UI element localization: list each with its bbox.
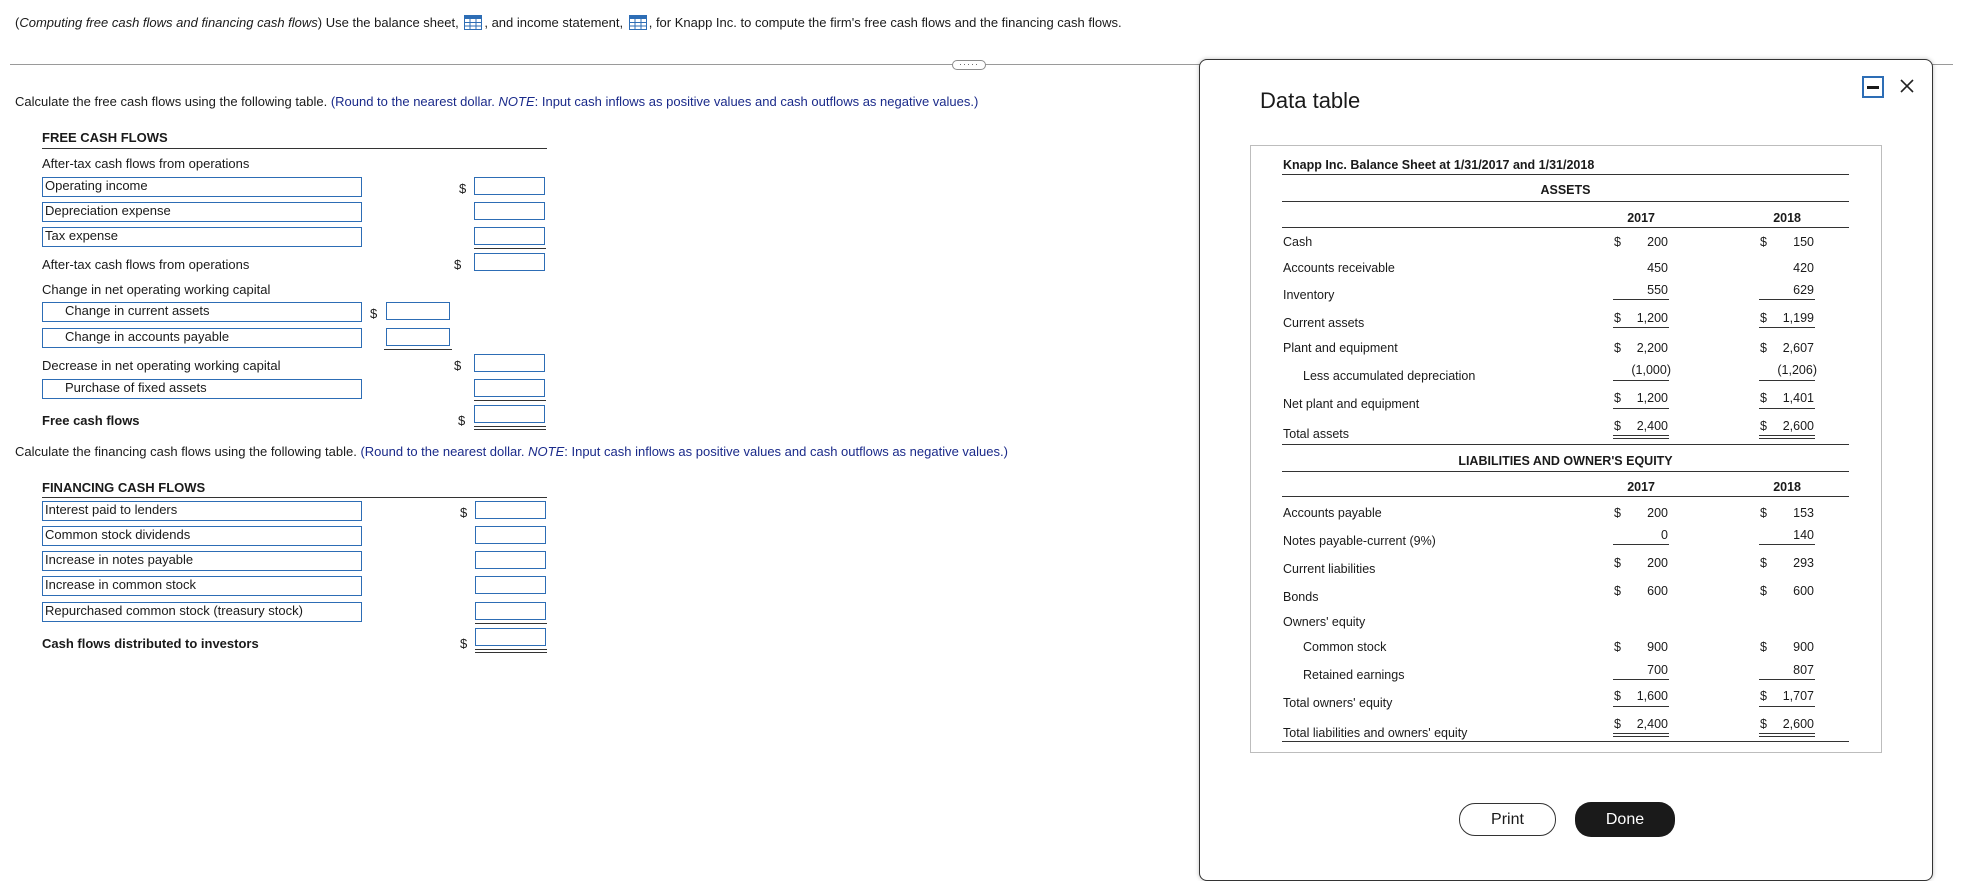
asset-label: Net plant and equipment bbox=[1283, 397, 1420, 411]
double-rule-2 bbox=[475, 652, 547, 653]
fcf-total-label: Free cash flows bbox=[42, 413, 140, 428]
underline bbox=[1613, 299, 1669, 300]
interest-label: Interest paid to lenders bbox=[42, 501, 362, 521]
operating-income-input[interactable] bbox=[474, 177, 545, 195]
balance-sheet-panel bbox=[1250, 145, 1882, 753]
problem-text-2: , and income statement, bbox=[484, 15, 624, 30]
double-rule-1 bbox=[475, 649, 547, 650]
liability-value-2018: 2,600 bbox=[1782, 717, 1814, 731]
dollar-sign: $ bbox=[1760, 391, 1767, 405]
asset-label: Less accumulated depreciation bbox=[1303, 369, 1476, 383]
liability-label: Owners' equity bbox=[1283, 615, 1366, 629]
fin-instruction-text: Calculate the financing cash flows using the following table. bbox=[15, 444, 357, 459]
fixed-assets-label: Purchase of fixed assets bbox=[42, 379, 362, 399]
liability-value-2018: 293 bbox=[1793, 556, 1814, 570]
fin-total-input[interactable] bbox=[475, 628, 546, 646]
asset-value-2017: 550 bbox=[1647, 283, 1668, 297]
print-button[interactable]: Print bbox=[1459, 803, 1556, 836]
nowc-header: Change in net operating working capital bbox=[42, 282, 271, 297]
dividends-label: Common stock dividends bbox=[42, 526, 362, 546]
asset-value-2017: 1,200 bbox=[1636, 391, 1668, 405]
dollar-sign: $ bbox=[460, 505, 468, 520]
asset-value-2018: 150 bbox=[1793, 235, 1814, 249]
asset-value-2018: (1,206) bbox=[1777, 363, 1817, 377]
fin-hint bbox=[360, 444, 1008, 459]
asset-label: Current assets bbox=[1283, 316, 1365, 330]
heading-rule bbox=[1282, 471, 1849, 472]
nowc-total-label: Decrease in net operating working capital bbox=[42, 358, 281, 373]
dollar-sign: $ bbox=[1614, 506, 1621, 520]
fin-total-label: Cash flows distributed to investors bbox=[42, 636, 259, 651]
data-table-modal bbox=[1199, 59, 1933, 881]
asset-value-2017: 200 bbox=[1647, 235, 1668, 249]
assets-heading: ASSETS bbox=[1540, 183, 1591, 197]
double-underline bbox=[1613, 438, 1669, 439]
asset-value-2018: 2,600 bbox=[1782, 419, 1814, 433]
liability-value-2018: 1,707 bbox=[1782, 689, 1814, 703]
minimize-icon[interactable] bbox=[1862, 76, 1884, 98]
liability-value-2017: 900 bbox=[1647, 640, 1668, 654]
double-underline bbox=[1759, 733, 1815, 734]
liability-label: Common stock bbox=[1303, 640, 1387, 654]
subtotal-rule bbox=[474, 248, 546, 249]
dollar-sign: $ bbox=[1760, 341, 1767, 355]
asset-label: Total assets bbox=[1283, 427, 1350, 441]
asset-value-2017: 1,200 bbox=[1636, 311, 1668, 325]
fcf-heading: FREE CASH FLOWS bbox=[42, 130, 168, 145]
year-2017: 2017 bbox=[1627, 211, 1655, 225]
balance-sheet-table-icon[interactable] bbox=[464, 15, 482, 30]
fcf-instruction-text: Calculate the free cash flows using the following table. bbox=[15, 94, 328, 109]
year-rule bbox=[1282, 227, 1849, 228]
year-2017: 2017 bbox=[1627, 480, 1655, 494]
liability-value-2017: 1,600 bbox=[1636, 689, 1668, 703]
balance-sheet-title: Knapp Inc. Balance Sheet at 1/31/2017 and 1/31/2018 bbox=[1283, 158, 1595, 172]
subtotal-rule bbox=[474, 400, 546, 401]
liability-label: Notes payable-current (9%) bbox=[1283, 534, 1436, 548]
liability-value-2017: 200 bbox=[1647, 556, 1668, 570]
change-accounts-payable-label: Change in accounts payable bbox=[42, 328, 362, 348]
fin-heading: FINANCING CASH FLOWS bbox=[42, 480, 206, 495]
fin-instruction bbox=[15, 444, 1008, 459]
dollar-sign: $ bbox=[1760, 419, 1767, 433]
underline bbox=[1613, 544, 1669, 545]
asset-value-2017: 2,200 bbox=[1636, 341, 1668, 355]
repurchase-label: Repurchased common stock (treasury stock) bbox=[42, 602, 362, 622]
dollar-sign: $ bbox=[458, 413, 466, 428]
fin-hint-b: : Input cash inflows as positive values and cash outflows as negative values.) bbox=[564, 444, 1008, 459]
depreciation-input[interactable] bbox=[474, 202, 545, 220]
change-current-assets-label: Change in current assets bbox=[42, 302, 362, 322]
double-underline bbox=[1613, 736, 1669, 737]
change-accounts-payable-input[interactable] bbox=[386, 328, 450, 346]
dollar-sign: $ bbox=[1614, 556, 1621, 570]
liability-value-2018: 600 bbox=[1793, 584, 1814, 598]
dollar-sign: $ bbox=[1614, 584, 1621, 598]
asset-value-2018: 2,607 bbox=[1782, 341, 1814, 355]
dollar-sign: $ bbox=[1760, 506, 1767, 520]
dollar-sign: $ bbox=[1614, 717, 1621, 731]
asset-value-2018: 1,199 bbox=[1782, 311, 1814, 325]
asset-label: Plant and equipment bbox=[1283, 341, 1398, 355]
underline bbox=[1613, 679, 1669, 680]
fcf-hint bbox=[331, 94, 979, 109]
tax-expense-input[interactable] bbox=[474, 227, 545, 245]
dollar-sign: $ bbox=[454, 257, 462, 272]
underline bbox=[1759, 679, 1815, 680]
nowc-total-input[interactable] bbox=[474, 354, 545, 372]
atcf-header: After-tax cash flows from operations bbox=[42, 156, 250, 171]
atcf-total-input[interactable] bbox=[474, 253, 545, 271]
dollar-sign: $ bbox=[1760, 689, 1767, 703]
liabilities-heading: LIABILITIES AND OWNER'S EQUITY bbox=[1458, 454, 1673, 468]
year-rule bbox=[1282, 496, 1849, 497]
asset-label: Inventory bbox=[1283, 288, 1335, 302]
change-current-assets-input[interactable] bbox=[386, 302, 450, 320]
fcf-hint-a: (Round to the nearest dollar. bbox=[330, 94, 495, 109]
subtotal-rule bbox=[475, 623, 547, 624]
notes-payable-label: Increase in notes payable bbox=[42, 551, 362, 571]
repurchase-input[interactable] bbox=[475, 602, 546, 620]
interest-input[interactable] bbox=[475, 501, 546, 519]
depreciation-label: Depreciation expense bbox=[42, 202, 362, 222]
double-underline bbox=[1613, 435, 1669, 436]
underline bbox=[1759, 380, 1815, 381]
double-underline bbox=[1759, 736, 1815, 737]
liability-value-2018: 140 bbox=[1793, 528, 1814, 542]
liability-value-2018: 807 bbox=[1793, 663, 1814, 677]
notes-payable-input[interactable] bbox=[475, 551, 546, 569]
year-2018: 2018 bbox=[1773, 480, 1801, 494]
asset-value-2018: 629 bbox=[1793, 283, 1814, 297]
double-underline bbox=[1759, 435, 1815, 436]
liability-label: Retained earnings bbox=[1303, 668, 1405, 682]
fcf-heading-rule bbox=[42, 148, 547, 149]
liability-label: Bonds bbox=[1283, 590, 1319, 604]
dollar-sign: $ bbox=[1760, 584, 1767, 598]
dollar-sign: $ bbox=[1614, 341, 1621, 355]
asset-value-2017: 450 bbox=[1647, 261, 1668, 275]
dollar-sign: $ bbox=[1760, 640, 1767, 654]
liability-value-2017: 600 bbox=[1647, 584, 1668, 598]
underline bbox=[1759, 299, 1815, 300]
income-statement-table-icon[interactable] bbox=[629, 15, 647, 30]
liability-value-2018: 153 bbox=[1793, 506, 1814, 520]
fin-hint-a: (Round to the nearest dollar. bbox=[360, 444, 525, 459]
double-underline bbox=[1613, 733, 1669, 734]
tax-expense-label: Tax expense bbox=[42, 227, 362, 247]
bottom-rule bbox=[1282, 741, 1849, 742]
liability-label: Accounts payable bbox=[1283, 506, 1382, 520]
double-rule-2 bbox=[474, 429, 546, 430]
year-2018: 2018 bbox=[1773, 211, 1801, 225]
title-rule bbox=[1282, 174, 1849, 175]
asset-value-2018: 420 bbox=[1793, 261, 1814, 275]
asset-value-2017: (1,000) bbox=[1631, 363, 1671, 377]
dividends-input[interactable] bbox=[475, 526, 546, 544]
problem-statement: (Computing free cash flows and financing cash flows) Use the balance sheet, , and income statement, , for Knapp Inc. to compute the firm's free cash flows and the financing cash flows. bbox=[15, 15, 1122, 30]
double-underline bbox=[1759, 438, 1815, 439]
dollar-sign: $ bbox=[1760, 717, 1767, 731]
dollar-sign: $ bbox=[1614, 311, 1621, 325]
dollar-sign: $ bbox=[459, 181, 467, 196]
dollar-sign: $ bbox=[1760, 311, 1767, 325]
operating-income-label: Operating income bbox=[42, 177, 362, 197]
problem-text-3: , for Knapp Inc. to compute the firm's free cash flows and the financing cash flows. bbox=[648, 15, 1122, 30]
double-rule-1 bbox=[474, 426, 546, 427]
asset-value-2017: 2,400 bbox=[1636, 419, 1668, 433]
underline bbox=[1613, 380, 1669, 381]
liability-value-2017: 200 bbox=[1647, 506, 1668, 520]
dollar-sign: $ bbox=[370, 306, 378, 321]
liability-label: Total owners' equity bbox=[1283, 696, 1393, 710]
liability-value-2018: 900 bbox=[1793, 640, 1814, 654]
subtotal-rule bbox=[384, 349, 452, 350]
close-icon[interactable] bbox=[1898, 77, 1916, 95]
common-stock-input[interactable] bbox=[475, 576, 546, 594]
liability-label: Total liabilities and owners' equity bbox=[1283, 726, 1468, 740]
liability-label: Current liabilities bbox=[1283, 562, 1376, 576]
fixed-assets-input[interactable] bbox=[474, 379, 545, 397]
heading-rule bbox=[1282, 201, 1849, 202]
fin-hint-note: NOTE bbox=[528, 444, 565, 459]
liability-value-2017: 700 bbox=[1647, 663, 1668, 677]
fcf-instruction bbox=[15, 94, 978, 109]
asset-label: Accounts receivable bbox=[1283, 261, 1395, 275]
dollar-sign: $ bbox=[460, 636, 468, 651]
problem-topic: Computing free cash flows and financing cash flows bbox=[19, 15, 318, 30]
atcf-total-label: After-tax cash flows from operations bbox=[42, 257, 250, 272]
underline bbox=[1613, 706, 1669, 707]
modal-title: Data table bbox=[1260, 88, 1361, 113]
underline bbox=[1759, 327, 1815, 328]
dollar-sign: $ bbox=[1614, 640, 1621, 654]
dollar-sign: $ bbox=[1614, 419, 1621, 433]
problem-text-1: Use the balance sheet, bbox=[325, 15, 459, 30]
underline bbox=[1759, 706, 1815, 707]
dollar-sign: $ bbox=[1760, 556, 1767, 570]
fcf-hint-note: NOTE bbox=[498, 94, 535, 109]
underline bbox=[1759, 544, 1815, 545]
underline bbox=[1759, 408, 1815, 409]
liability-value-2017: 0 bbox=[1661, 528, 1668, 542]
dollar-sign: $ bbox=[1614, 235, 1621, 249]
common-stock-label: Increase in common stock bbox=[42, 576, 362, 596]
section-rule bbox=[1282, 444, 1849, 445]
fcf-total-input[interactable] bbox=[474, 405, 545, 423]
dollar-sign: $ bbox=[1760, 235, 1767, 249]
fcf-hint-b: : Input cash inflows as positive values and cash outflows as negative values.) bbox=[534, 94, 979, 109]
underline bbox=[1613, 327, 1669, 328]
dollar-sign: $ bbox=[1614, 689, 1621, 703]
fin-heading-rule bbox=[42, 497, 547, 498]
divider-handle[interactable]: ····· bbox=[952, 60, 986, 70]
dollar-sign: $ bbox=[454, 358, 462, 373]
asset-value-2018: 1,401 bbox=[1782, 391, 1814, 405]
asset-label: Cash bbox=[1283, 235, 1313, 249]
done-button[interactable]: Done bbox=[1575, 802, 1675, 837]
liability-value-2017: 2,400 bbox=[1636, 717, 1668, 731]
underline bbox=[1613, 408, 1669, 409]
dollar-sign: $ bbox=[1614, 391, 1621, 405]
